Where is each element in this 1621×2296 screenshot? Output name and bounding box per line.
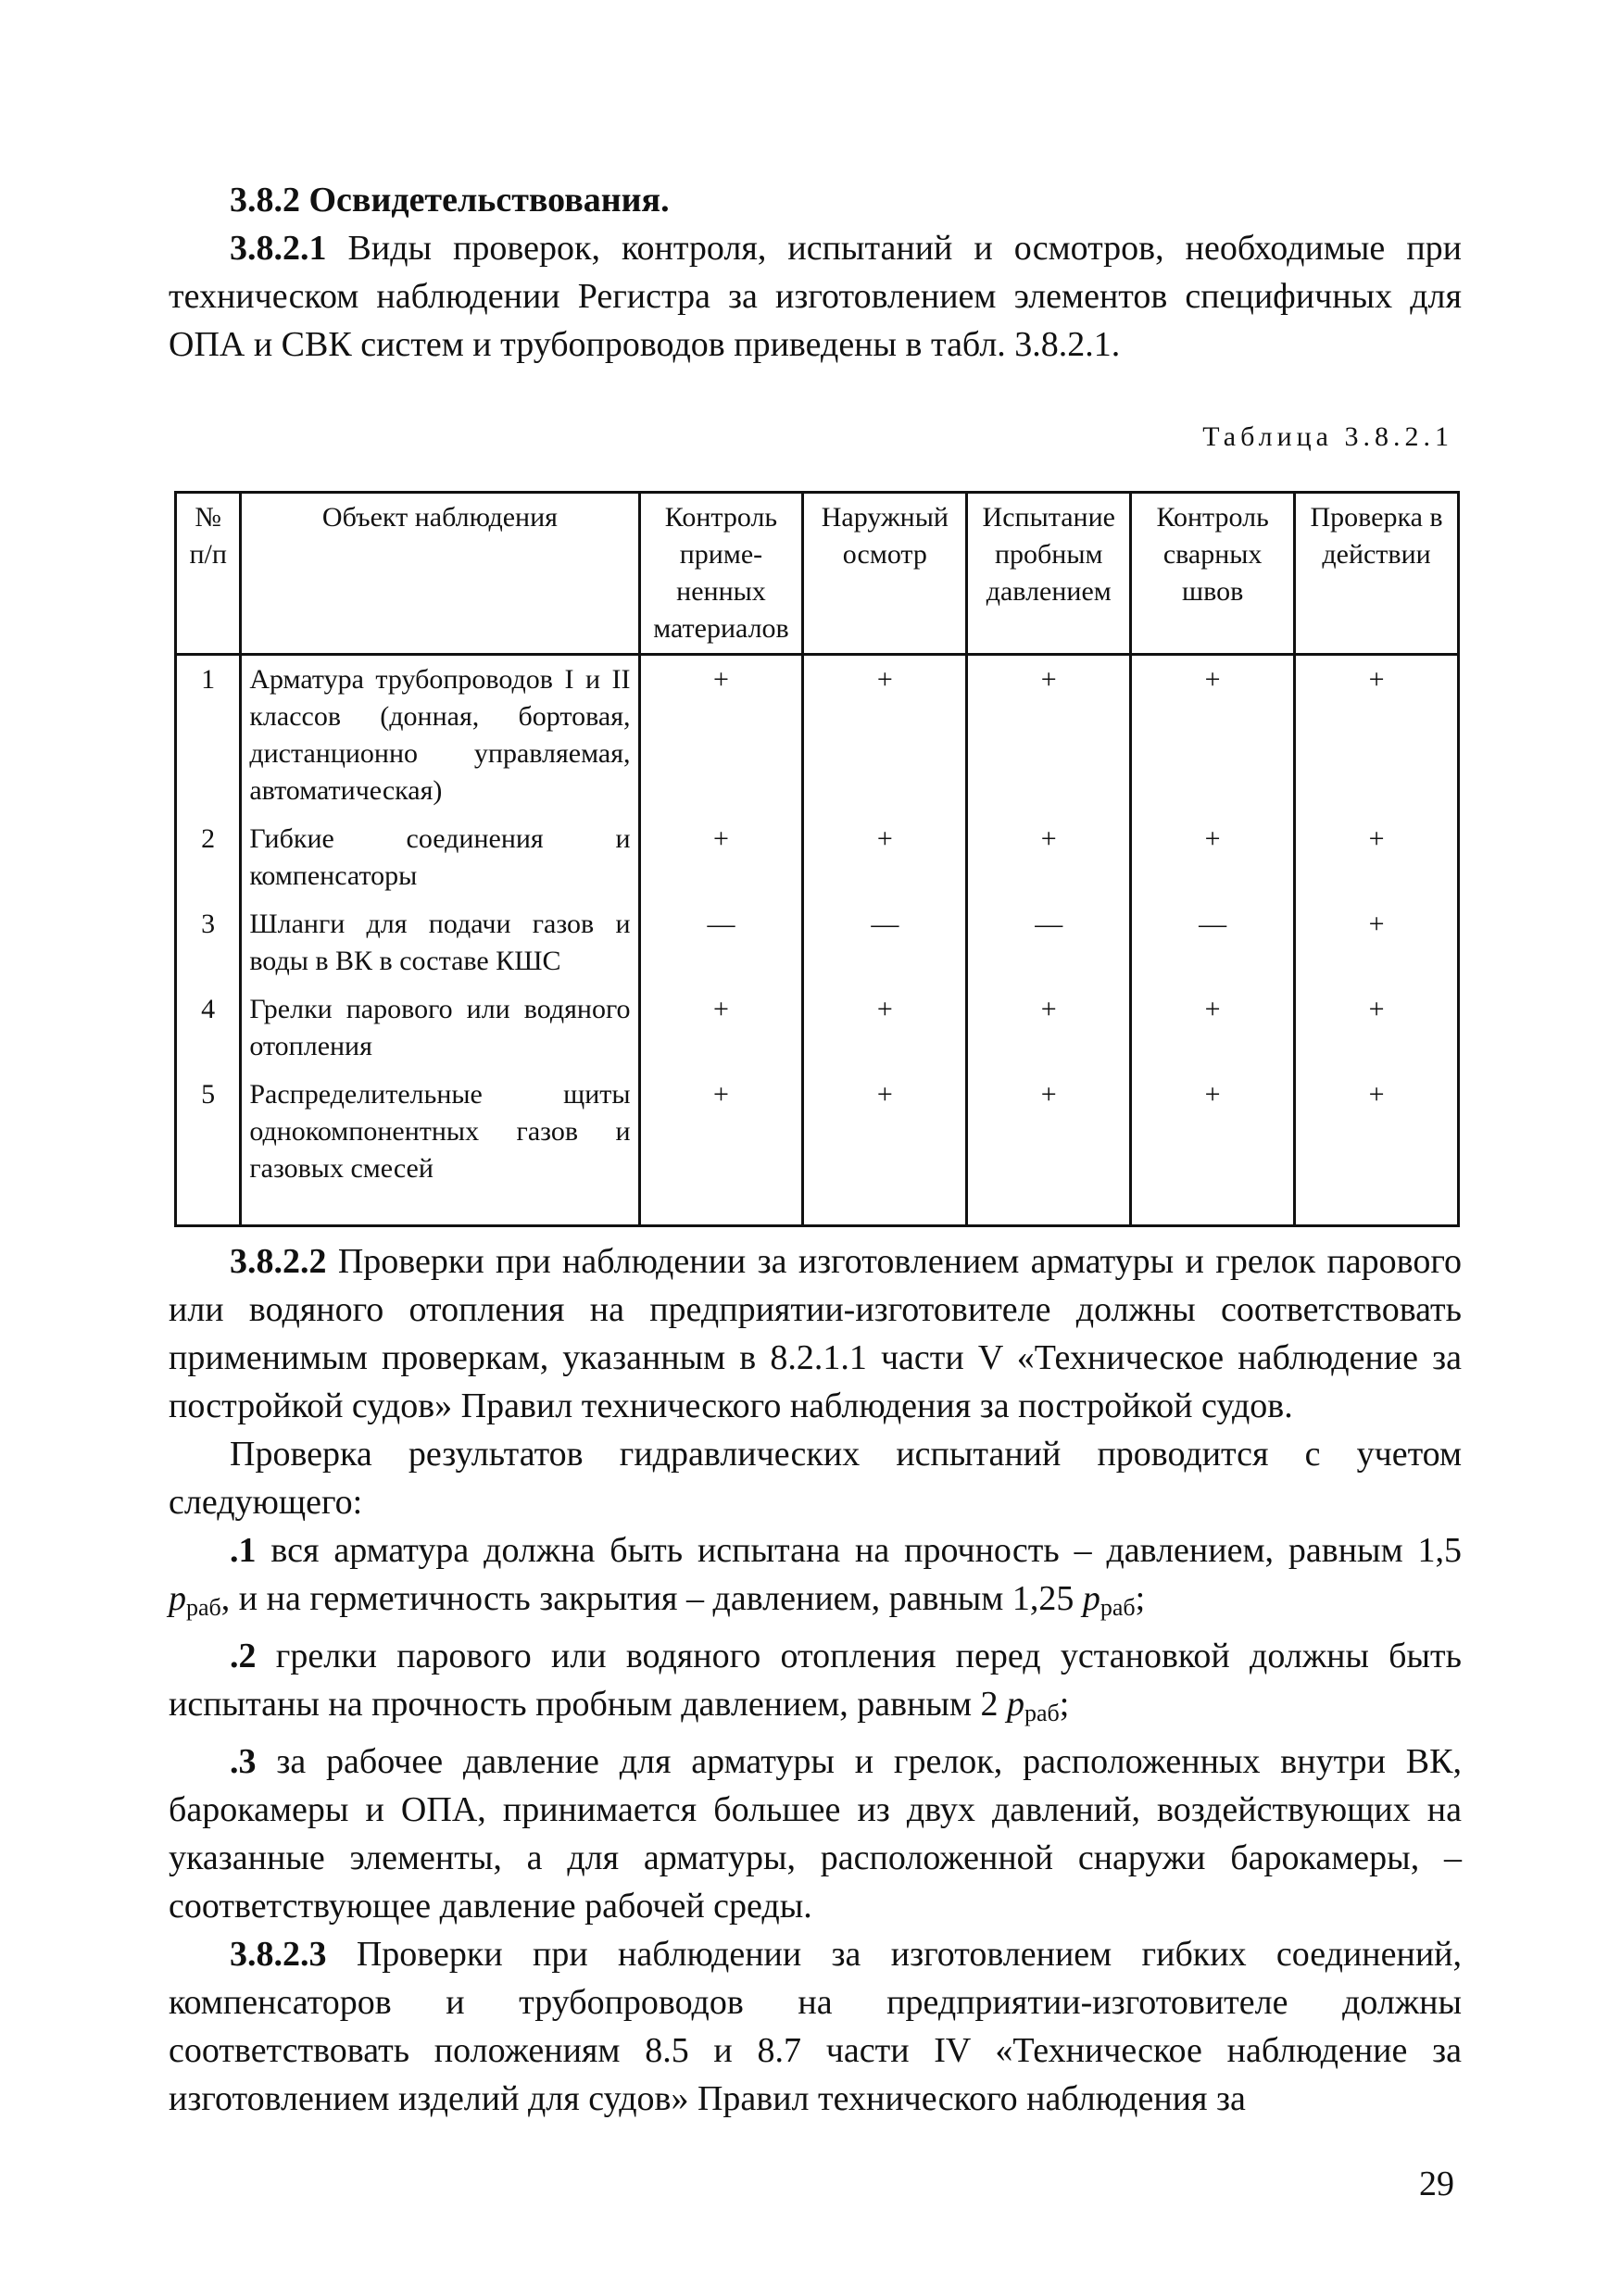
row-object: Арматура трубопроводов I и II классов (донная, бортовая, дистанционно управляемая, автоматическая) [241,655,639,816]
list-item-3 [169,1738,1462,1930]
pressure-symbol: p [1082,1579,1100,1618]
row-object: Распределительные щиты однокомпонентных газов и газовых смесей [241,1071,639,1226]
section-intro [169,176,1462,369]
paragraph-text: Виды проверок, контроля, испытаний и осмотров, необходимые при техническом наблюдении Регистра за изготовлением элементов специфичных для ОПА и СВК систем и трубопроводов приведены в табл. 3.8.2.1. [169,229,1462,364]
paragraph-number: 3.8.2.3 [230,1935,327,1974]
pressure-symbol: p [1007,1685,1024,1724]
table-row [176,1071,1459,1226]
table-caption: Таблица 3.8.2.1 [1202,421,1453,452]
mark-cell: — [639,900,803,985]
table-row [176,655,1459,816]
paragraph-3-8-2-1 [169,224,1462,369]
table-header-row [176,493,1459,655]
mark-cell: + [1295,985,1459,1071]
table-row [176,985,1459,1071]
mark-cell: + [967,655,1131,816]
row-object: Гибкие соединения и компенсаторы [241,815,639,900]
table-row [176,815,1459,900]
header-pressure-test: Испытание пробным давлением [967,493,1131,655]
mark-cell: — [1131,900,1295,985]
list-item-2 [169,1632,1462,1738]
mark-cell: + [1131,815,1295,900]
paragraph-number: 3.8.2.1 [230,229,327,268]
mark-cell: + [803,1071,967,1226]
pressure-subscript: раб [1100,1594,1136,1621]
header-object: Объект наблюдения [241,493,639,655]
body-text [169,1237,1462,2123]
item-text: , и на герметичность закрытия – давлением, равным 1,25 [220,1579,1083,1618]
paragraph-number: 3.8.2.2 [230,1242,327,1281]
item-text: за рабочее давление для арматуры и грелок, расположенных внутри ВК, барокамеры и ОПА, принимается большее из двух давлений, воздействующих на указанные элементы, а для арматуры, расположенной снаружи барокамеры, – соответствующее давление рабочей среды. [169,1742,1462,1926]
mark-cell: + [1131,1071,1295,1226]
inspection-table [174,491,1460,1227]
mark-cell: + [639,985,803,1071]
list-item-1 [169,1526,1462,1632]
mark-cell: + [1131,985,1295,1071]
item-number: .1 [230,1531,257,1570]
mark-cell: + [1295,1071,1459,1226]
paragraph-3-8-2-3 [169,1930,1462,2123]
mark-cell: + [1131,655,1295,816]
paragraph-text: Проверки при наблюдении за изготовлением арматуры и грелок парового или водяного отопления на предприятии-изготовителе должны соответствовать применимым проверкам, указанным в 8.2.1.1 части V «Техническое наблюдение за постройкой судов» Правил технического наблюдения за постройкой судов. [169,1242,1462,1425]
mark-cell: + [967,1071,1131,1226]
mark-cell: + [803,815,967,900]
item-number: .2 [230,1637,257,1675]
row-number: 1 [176,655,241,816]
mark-cell: + [639,815,803,900]
paragraph-3-8-2-2 [169,1237,1462,1430]
mark-cell: + [803,985,967,1071]
pressure-subscript: раб [186,1594,221,1621]
row-number: 2 [176,815,241,900]
row-number: 4 [176,985,241,1071]
header-operation: Проверка в действии [1295,493,1459,655]
mark-cell: + [803,655,967,816]
page-number: 29 [1419,2164,1454,2203]
pressure-symbol: p [169,1579,186,1618]
row-object: Шланги для подачи газов и воды в ВК в составе КШС [241,900,639,985]
mark-cell: + [967,985,1131,1071]
row-number: 3 [176,900,241,985]
item-number: .3 [230,1742,257,1781]
mark-cell: + [967,815,1131,900]
header-visual: Наружный осмотр [803,493,967,655]
mark-cell: + [1295,655,1459,816]
paragraph-text: Проверки при наблюдении за изготовлением гибких соединений, компенсаторов и трубопроводов на предприятии-изготовителе должны соответствовать положениям 8.5 и 8.7 части IV «Техническое наблюдение за изготовлением изделий для судов» Правил технического наблюдения за [169,1935,1462,2118]
row-object: Грелки парового или водяного отопления [241,985,639,1071]
row-number: 5 [176,1071,241,1226]
paragraph-hydraulic: Проверка результатов гидравлических испытаний проводится с учетом следующего: [169,1435,1462,1522]
item-text: грелки парового или водяного отопления перед установкой должны быть испытаны на прочность пробным давлением, равным 2 [169,1637,1462,1724]
item-text: вся арматура должна быть испытана на прочность – давлением, равным 1,5 [256,1531,1462,1570]
header-number: № п/п [176,493,241,655]
item-text: ; [1135,1579,1146,1618]
mark-cell: + [639,1071,803,1226]
item-text: ; [1059,1685,1070,1724]
mark-cell: — [803,900,967,985]
section-heading: 3.8.2 Освидетельствования. [230,181,670,220]
mark-cell: + [1295,815,1459,900]
header-welds: Контроль сварных швов [1131,493,1295,655]
header-materials: Контроль приме-ненных материалов [639,493,803,655]
mark-cell: + [1295,900,1459,985]
mark-cell: — [967,900,1131,985]
table-row [176,900,1459,985]
pressure-subscript: раб [1024,1700,1060,1726]
mark-cell: + [639,655,803,816]
